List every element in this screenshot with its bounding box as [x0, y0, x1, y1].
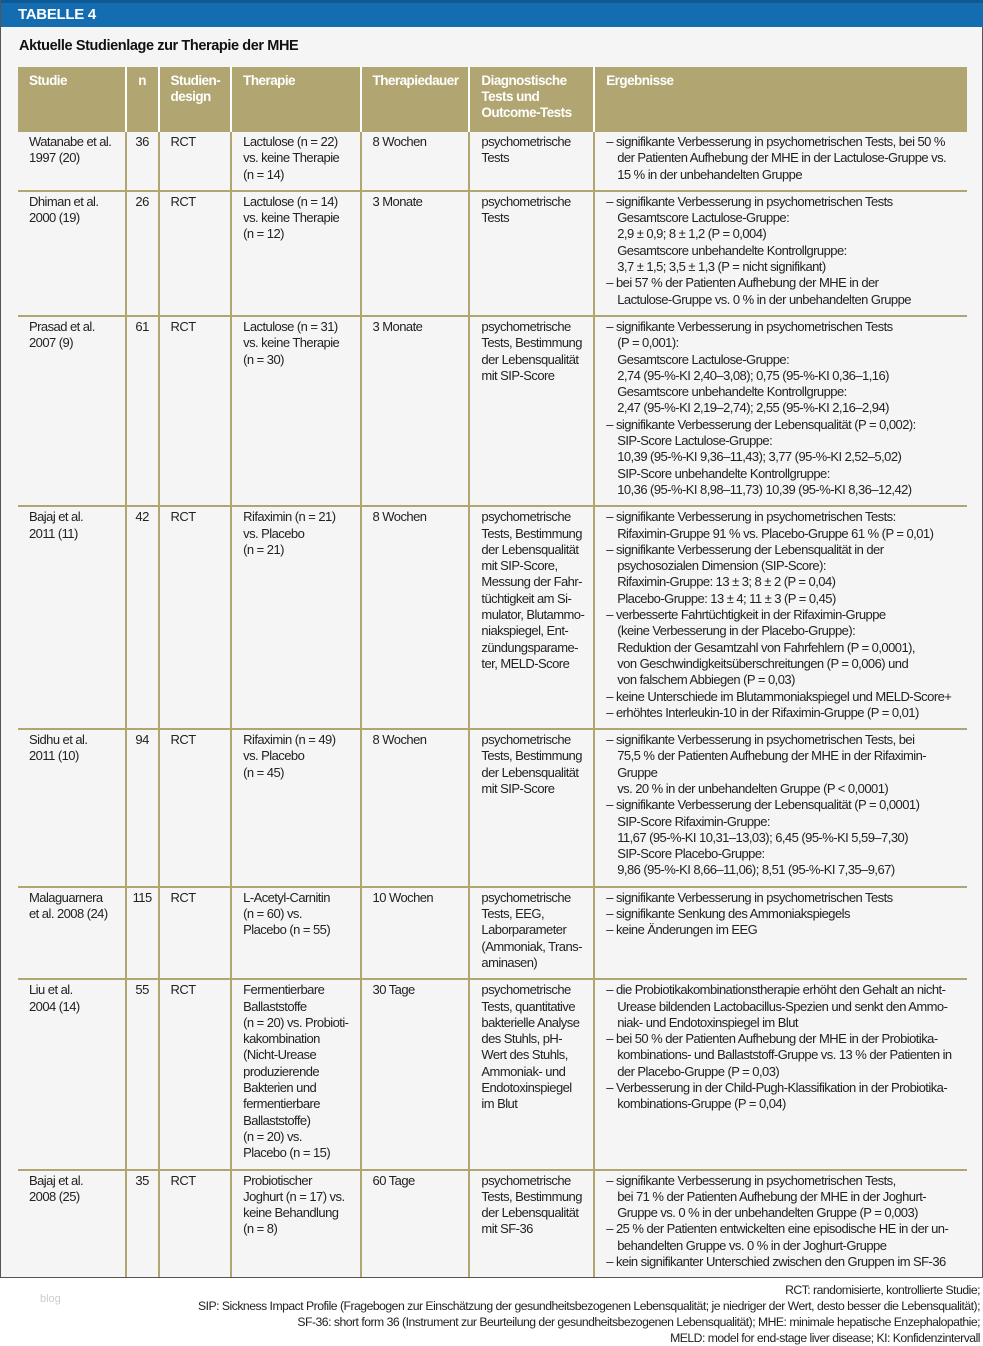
cell-design: RCT — [159, 979, 232, 1169]
cell-ergebnisse — [594, 316, 967, 506]
result-line: – erhöhtes Interleukin-10 in der Rifaximin-Gruppe (P = 0,01) — [606, 704, 919, 720]
tests-line: psychometrische — [481, 889, 571, 905]
cell-studie — [18, 506, 126, 729]
study-line: Malaguarnera — [29, 889, 103, 905]
result-line: vs. 20 % in der unbehandelten Gruppe (P < 0,0001) — [617, 780, 889, 796]
tests-line: mit SIP-Score — [481, 367, 555, 383]
result-line: Placebo-Gruppe: 13 ± 4; 11 ± 3 (P = 0,45) — [617, 590, 836, 606]
result-line: der Patienten Aufhebung der MHE in der Lactulose-Gruppe vs. — [617, 150, 947, 166]
cell-n: 26 — [126, 191, 159, 316]
tests-line: psychometrische — [481, 134, 571, 149]
cell-n: 94 — [126, 729, 159, 887]
result-line: – die Probiotikakombinationstherapie erhöht den Gehalt an nicht- — [606, 982, 946, 998]
result-line: – signifikante Verbesserung der Lebensqualität (P = 0,002): — [606, 416, 916, 432]
cell-ergebnisse — [594, 729, 967, 887]
result-line: von Geschwindigkeitsüberschreitungen (P = 0,006) und — [617, 655, 909, 671]
tests-line: des Stuhls, pH- — [481, 1031, 563, 1047]
result-line: kombinations- und Ballaststoff-Gruppe vs. 13 % der Patienten in — [617, 1047, 952, 1063]
therapy-line: (n = 21) — [243, 541, 284, 557]
result-line: psychosozialen Dimension (SIP-Score): — [617, 558, 826, 574]
result-line: Urease bildenden Lactobacillus-Spezien und senkt den Ammo- — [617, 998, 948, 1014]
footnote-line: SF-36: short form 36 (Instrument zur Beurteilung der gesundheitsbezogenen Lebensqualität); MHE: minimale hepatische Enzephalopathie; — [297, 1315, 980, 1330]
therapy-line: Ballaststoffe) — [243, 1112, 311, 1128]
cell-therapie — [231, 191, 360, 316]
therapy-line: Ballaststoffe — [243, 998, 307, 1014]
result-line: SIP-Score unbehandelte Kontrollgruppe: — [617, 465, 830, 481]
study-line: Sidhu et al. — [29, 732, 88, 748]
therapy-line: Rifaximin (n = 49) — [243, 732, 336, 748]
column-header — [126, 67, 159, 132]
tests-line: aminasen) — [481, 954, 538, 970]
table-row — [18, 729, 967, 887]
watermark: blog — [40, 1293, 61, 1305]
tests-line: Tests, Bestimmung — [481, 748, 582, 764]
result-line: Rifaximin-Gruppe: 13 ± 3; 8 ± 2 (P = 0,04) — [617, 574, 836, 590]
result-line: 2,47 (95-%-KI 2,19–2,74); 2,55 (95-%-KI 2,16–2,94) — [617, 400, 889, 416]
cell-therapie — [231, 887, 360, 979]
result-line: – signifikante Verbesserung der Lebensqualität in der — [606, 541, 884, 557]
cell-studie — [18, 191, 126, 316]
column-header — [159, 67, 232, 132]
tests-line: zündungsparame- — [481, 639, 578, 655]
result-line: SIP-Score Placebo-Gruppe: — [617, 846, 765, 862]
tests-line: psychometrische — [481, 732, 571, 748]
tests-line: (Ammoniak, Trans- — [481, 938, 582, 954]
cell-studie — [18, 887, 126, 979]
therapy-line: (n = 45) — [243, 764, 284, 780]
column-header-line: Ergebnisse — [606, 73, 674, 88]
therapy-line: (n = 20) vs. — [243, 1128, 302, 1144]
therapy-line: (n = 20) vs. Probioti- — [243, 1014, 349, 1030]
cell-dauer: 60 Tage — [361, 1170, 470, 1278]
tests-line: Laborparameter — [481, 922, 567, 938]
result-line: behandelten Gruppe vs. 0 % in der Joghurt-Gruppe — [617, 1237, 887, 1253]
result-line: – Verbesserung in der Child-Pugh-Klassifikation in der Probiotika- — [606, 1080, 948, 1096]
tests-line: Tests — [481, 210, 510, 226]
tests-line: im Blut — [481, 1096, 518, 1112]
tests-line: der Lebensqualität — [481, 351, 579, 367]
result-line: Gruppe vs. 0 % in der unbehandelten Gruppe (P = 0,003) — [617, 1205, 918, 1221]
column-header — [361, 67, 470, 132]
result-line: – keine Änderungen im EEG — [606, 922, 758, 938]
result-line: 2,74 (95-%-KI 2,40–3,08); 0,75 (95-%-KI 0,36–1,16) — [617, 367, 889, 383]
therapy-line: vs. keine Therapie — [243, 150, 340, 166]
therapy-line: keine Behandlung — [243, 1205, 339, 1221]
tests-line: mit SIP-Score — [481, 780, 555, 796]
result-line: Reduktion der Gesamtzahl von Fahrfehlern (P = 0,0001), — [617, 639, 915, 655]
cell-therapie — [231, 1170, 360, 1278]
therapy-line: Lactulose (n = 14) — [243, 193, 338, 209]
cell-tests — [469, 729, 594, 887]
result-line: Gesamtscore unbehandelte Kontrollgruppe: — [617, 384, 847, 400]
column-header-line: Therapie — [243, 73, 296, 88]
column-header — [469, 67, 594, 132]
footnote-line: RCT: randomisierte, kontrollierte Studie; — [785, 1283, 980, 1297]
study-line: 1997 (20) — [29, 150, 80, 166]
therapy-line: Probiotischer — [243, 1172, 312, 1188]
result-line: – signifikante Verbesserung in psychometrischen Tests — [606, 889, 893, 905]
cell-therapie — [231, 506, 360, 729]
result-line: – signifikante Verbesserung der Lebensqualität (P = 0,0001) — [606, 797, 920, 813]
result-line: 75,5 % der Patienten Aufhebung der MHE in der Rifaximin-Gruppe — [617, 748, 927, 780]
column-header-line: Diagnostische — [481, 73, 567, 88]
tests-line: psychometrische — [481, 318, 571, 334]
therapy-line: (n = 30) — [243, 351, 284, 367]
therapy-line: vs. Placebo — [243, 525, 305, 541]
therapy-line: Lactulose (n = 31) — [243, 318, 338, 334]
cell-therapie — [231, 729, 360, 887]
study-line: Liu et al. — [29, 982, 73, 998]
tests-line: psychometrische — [481, 509, 571, 525]
result-line: – signifikante Senkung des Ammoniakspiegels — [606, 906, 850, 922]
table-row — [18, 1170, 967, 1278]
study-line: Prasad et al. — [29, 318, 95, 334]
therapy-line: (n = 60) vs. — [243, 906, 302, 922]
result-line: (keine Verbesserung in der Placebo-Gruppe): — [617, 623, 856, 639]
therapy-line: (n = 8) — [243, 1221, 278, 1237]
result-line: Lactulose-Gruppe vs. 0 % in der unbehandelten Gruppe — [617, 291, 911, 307]
result-line: – kein signifikanter Unterschied zwischen den Gruppen im SF-36 — [606, 1254, 946, 1269]
tests-line: Tests, EEG, — [481, 906, 545, 922]
tests-line: tüchtigkeit am Si- — [481, 590, 572, 606]
table-label: TABELLE 4 — [18, 6, 96, 23]
study-line: 2011 (11) — [29, 525, 78, 541]
result-line: Rifaximin-Gruppe 91 % vs. Placebo-Gruppe 61 % (P = 0,01) — [617, 525, 934, 541]
footnote-line: MELD: model for end-stage liver disease; KI: Konfidenzintervall — [670, 1331, 980, 1346]
result-line: bei 71 % der Patienten Aufhebung der MHE in der Joghurt- — [617, 1188, 927, 1204]
result-line: – 25 % der Patienten entwickelten eine episodische HE in der un- — [606, 1221, 949, 1237]
result-line: – signifikante Verbesserung in psychometrischen Tests — [606, 193, 893, 209]
study-line: 2011 (10) — [29, 748, 79, 764]
result-line: der Placebo-Gruppe (P = 0,03) — [617, 1063, 780, 1079]
cell-ergebnisse — [594, 1170, 967, 1278]
result-line: 11,67 (95-%-KI 10,31–13,03); 6,45 (95-%-KI 5,59–7,30) — [617, 829, 908, 845]
study-line: 2000 (19) — [29, 210, 80, 226]
footnotes — [198, 1282, 980, 1346]
result-line: 9,86 (95-%-KI 8,66–11,06); 8,51 (95-%-KI 7,35–9,67) — [617, 862, 895, 878]
cell-therapie — [231, 132, 360, 191]
result-line: – keine Unterschiede im Blutammoniakspiegel und MELD-Score+ — [606, 688, 952, 704]
result-line: kombinations-Gruppe (P = 0,04) — [617, 1096, 786, 1112]
therapy-line: (Nicht-Urease — [243, 1047, 317, 1063]
tests-line: Messung der Fahr- — [481, 574, 582, 590]
cell-design: RCT — [159, 506, 232, 729]
cell-tests — [469, 1170, 594, 1278]
tests-line: mulator, Blutammo- — [481, 607, 585, 623]
table-row — [18, 979, 967, 1169]
therapy-line: fermentierbare — [243, 1096, 320, 1112]
cell-design: RCT — [159, 729, 232, 887]
therapy-line: Rifaximin (n = 21) — [243, 509, 336, 525]
cell-n: 42 — [126, 506, 159, 729]
tests-line: bakterielle Analyse — [481, 1014, 580, 1030]
column-header-line: design — [170, 89, 211, 104]
result-line: 3,7 ± 1,5; 3,5 ± 1,3 (P = nicht signifikant) — [617, 259, 826, 275]
tests-line: mit SIP-Score, — [481, 558, 558, 574]
cell-dauer: 8 Wochen — [361, 729, 470, 887]
result-line: SIP-Score Rifaximin-Gruppe: — [617, 813, 770, 829]
result-line: 10,39 (95-%-KI 9,36–11,43); 3,77 (95-%-KI 2,52–5,02) — [617, 449, 902, 465]
cell-ergebnisse — [594, 979, 967, 1169]
cell-ergebnisse — [594, 506, 967, 729]
cell-ergebnisse — [594, 887, 967, 979]
study-line: Bajaj et al. — [29, 509, 84, 525]
tests-line: niakspiegel, Ent- — [481, 623, 569, 639]
cell-design: RCT — [159, 887, 232, 979]
cell-design: RCT — [159, 1170, 232, 1278]
cell-therapie — [231, 316, 360, 506]
tests-line: psychometrische — [481, 193, 571, 209]
study-line: 2008 (25) — [29, 1188, 80, 1204]
study-line: 2007 (9) — [29, 335, 74, 351]
cell-tests — [469, 979, 594, 1169]
tests-line: Tests, Bestimmung — [481, 335, 582, 351]
cell-ergebnisse — [594, 191, 967, 316]
table-row — [18, 316, 967, 506]
result-line: – signifikante Verbesserung in psychometrischen Tests — [606, 318, 893, 334]
study-table — [18, 67, 967, 1277]
therapy-line: L-Acetyl-Carnitin — [243, 889, 330, 905]
cell-dauer: 10 Wochen — [361, 887, 470, 979]
cell-design: RCT — [159, 191, 232, 316]
study-line: 2004 (14) — [29, 998, 80, 1014]
result-line: niak- und Endotoxinspiegel im Blut — [617, 1014, 798, 1030]
tests-line: psychometrische — [481, 1172, 571, 1188]
cell-dauer: 3 Monate — [361, 316, 470, 506]
tests-line: Endotoxinspiegel — [481, 1080, 572, 1096]
cell-studie — [18, 729, 126, 887]
table-label-bar — [1, 0, 983, 27]
tests-line: Ammoniak- und — [481, 1063, 566, 1079]
cell-n: 61 — [126, 316, 159, 506]
table-row — [18, 191, 967, 316]
column-header-line: Studie — [29, 73, 67, 88]
cell-n: 36 — [126, 132, 159, 191]
cell-ergebnisse — [594, 132, 967, 191]
table-title: Aktuelle Studienlage zur Therapie der MHE — [19, 38, 299, 54]
tests-line: Tests — [481, 150, 510, 166]
therapy-line: Placebo (n = 55) — [243, 922, 331, 938]
column-header-line: Outcome-Tests — [481, 105, 572, 120]
column-header-line: n — [138, 73, 146, 88]
therapy-line: produzierende — [243, 1063, 320, 1079]
footnote-line: SIP: Sickness Impact Profile (Fragebogen zur Einschätzung der gesundheitsbezogenen Lebensqualität; je niedriger der Wert, desto besser die Lebensqualität); — [197, 1299, 980, 1314]
cell-dauer: 8 Wochen — [361, 506, 470, 729]
cell-tests — [469, 887, 594, 979]
therapy-line: vs. Placebo — [243, 748, 305, 764]
tests-line: Wert des Stuhls, — [481, 1047, 568, 1063]
cell-dauer: 30 Tage — [361, 979, 470, 1169]
result-line: 15 % in der unbehandelten Gruppe — [617, 166, 802, 182]
tests-line: der Lebensqualität — [481, 764, 579, 780]
tests-line: Tests, Bestimmung — [481, 525, 582, 541]
cell-therapie — [231, 979, 360, 1169]
therapy-line: (n = 12) — [243, 226, 284, 242]
cell-studie — [18, 132, 126, 191]
therapy-line: kakombination — [243, 1031, 320, 1047]
table-header-row — [18, 67, 967, 132]
result-line: – signifikante Verbesserung in psychometrischen Tests: — [606, 509, 896, 525]
cell-studie — [18, 979, 126, 1169]
study-line: Bajaj et al. — [29, 1172, 84, 1188]
cell-tests — [469, 132, 594, 191]
tests-line: mit SF-36 — [481, 1221, 533, 1237]
result-line: – verbesserte Fahrtüchtigkeit in der Rifaximin-Gruppe — [606, 607, 886, 623]
tests-line: Tests, Bestimmung — [481, 1188, 582, 1204]
study-line: Dhiman et al. — [29, 193, 99, 209]
column-header-line: Tests und — [481, 89, 540, 104]
study-line: et al. 2008 (24) — [29, 906, 108, 922]
result-line: – signifikante Verbesserung in psychometrischen Tests, — [606, 1172, 896, 1188]
cell-n: 115 — [126, 887, 159, 979]
cell-n: 35 — [126, 1170, 159, 1278]
cell-dauer: 8 Wochen — [361, 132, 470, 191]
tests-line: psychometrische — [481, 982, 571, 998]
tests-line: der Lebensqualität — [481, 1205, 579, 1221]
therapy-line: (n = 14) — [243, 166, 284, 182]
result-line: (P = 0,001): — [617, 335, 679, 351]
column-header-line: Therapiedauer — [372, 73, 459, 88]
table-row — [18, 887, 967, 979]
column-header — [18, 67, 126, 132]
cell-n: 55 — [126, 979, 159, 1169]
study-line: Watanabe et al. — [29, 134, 112, 149]
result-line: – signifikante Verbesserung in psychometrischen Tests, bei — [606, 732, 915, 748]
therapy-line: Lactulose (n = 22) — [243, 134, 338, 149]
table-row — [18, 506, 967, 729]
cell-tests — [469, 506, 594, 729]
cell-design: RCT — [159, 316, 232, 506]
result-line: – signifikante Verbesserung in psychometrischen Tests, bei 50 % — [606, 134, 945, 149]
result-line: von falschem Abbiegen (P = 0,03) — [617, 672, 795, 688]
cell-studie — [18, 1170, 126, 1278]
cell-design: RCT — [159, 132, 232, 191]
cell-tests — [469, 316, 594, 506]
table-row — [18, 132, 967, 191]
result-line: – bei 50 % der Patienten Aufhebung der MHE in der Probiotika- — [606, 1031, 938, 1047]
result-line: SIP-Score Lactulose-Gruppe: — [617, 433, 773, 449]
therapy-line: vs. keine Therapie — [243, 335, 340, 351]
therapy-line: Joghurt (n = 17) vs. — [243, 1188, 345, 1204]
result-line: Gesamtscore unbehandelte Kontrollgruppe: — [617, 242, 847, 258]
result-line: Gesamtscore Lactulose-Gruppe: — [617, 351, 790, 367]
cell-dauer: 3 Monate — [361, 191, 470, 316]
column-header — [594, 67, 967, 132]
tests-line: ter, MELD-Score — [481, 655, 570, 671]
therapy-line: vs. keine Therapie — [243, 210, 340, 226]
therapy-line: Placebo (n = 15) — [243, 1145, 331, 1161]
result-line: – bei 57 % der Patienten Aufhebung der MHE in der — [606, 275, 879, 291]
result-line: Gesamtscore Lactulose-Gruppe: — [617, 210, 790, 226]
result-line: 10,36 (95-%-KI 8,98–11,73) 10,39 (95-%-KI 8,36–12,42) — [617, 481, 912, 497]
cell-studie — [18, 316, 126, 506]
therapy-line: Bakterien und — [243, 1080, 317, 1096]
column-header — [231, 67, 360, 132]
result-line: 2,9 ± 0,9; 8 ± 1,2 (P = 0,004) — [617, 226, 767, 242]
therapy-line: Fermentierbare — [243, 982, 325, 998]
column-header-line: Studien- — [170, 73, 221, 88]
tests-line: Tests, quantitative — [481, 998, 576, 1014]
cell-tests — [469, 191, 594, 316]
tests-line: der Lebensqualität — [481, 541, 579, 557]
